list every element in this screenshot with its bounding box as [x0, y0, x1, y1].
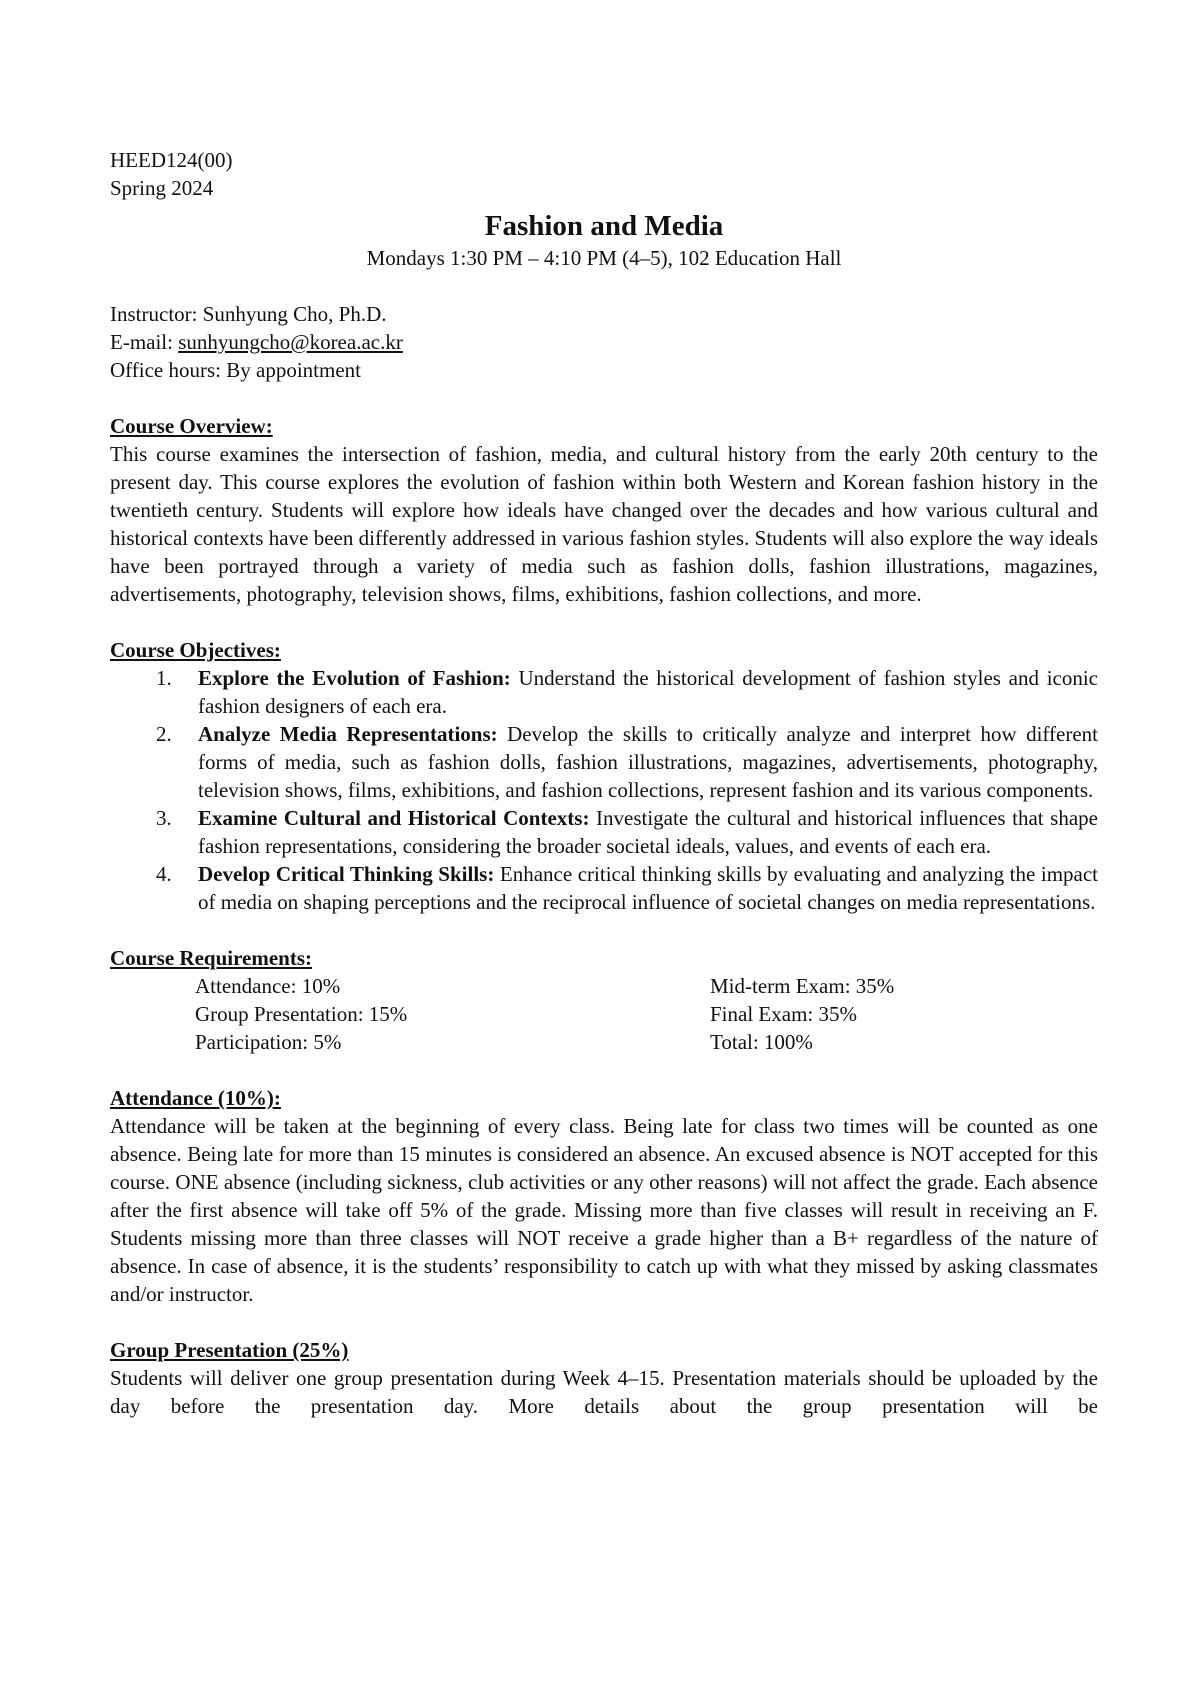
email-line — [110, 328, 1098, 356]
list-number: 4. — [156, 862, 172, 886]
schedule: Mondays 1:30 PM – 4:10 PM (4–5), 102 Education Hall — [366, 246, 842, 270]
term: Spring 2024 — [110, 176, 214, 200]
spacer — [110, 916, 1098, 944]
requirement-item: Attendance: 10% — [195, 974, 341, 998]
attendance-heading: Attendance (10%): — [110, 1086, 281, 1110]
office-hours: Office hours: By appointment — [110, 358, 361, 382]
requirements-table — [110, 972, 1098, 1056]
spacer — [110, 272, 1098, 300]
page-title: Fashion and Media — [484, 210, 724, 242]
requirement-item: Final Exam: 35% — [710, 1002, 857, 1026]
spacer — [110, 1056, 1098, 1084]
list-item — [110, 860, 1098, 916]
requirements-heading: Course Requirements: — [110, 946, 313, 970]
group-presentation-text: Students will deliver one group presentation during Week 4–15. Presentation materials should be uploaded by the day before the presentation day. More details about the group presentation will be — [110, 1366, 1098, 1418]
syllabus-page — [110, 146, 1098, 1420]
overview-text: This course examines the intersection of fashion, media, and cultural history from the early 20th century to the present day. This course explores the evolution of fashion within both Western and Korean fashion history in the twentieth century. Students will explore how ideals have changed over the decades and how various cultural and historical contexts have been differently addressed in various fashion styles. Students will also explore the way ideals have been portrayed through a variety of media such as fashion dolls, fashion illustrations, magazines, advertisements, photography, television shows, films, exhibitions, fashion collections, and more. — [110, 442, 1098, 606]
spacer — [110, 608, 1098, 636]
overview-heading: Course Overview: — [110, 414, 273, 438]
requirement-item: Group Presentation: 15% — [195, 1002, 408, 1026]
objective-title: Analyze Media Representations: — [198, 722, 498, 746]
course-code: HEED124(00) — [110, 148, 233, 172]
spacer — [110, 1308, 1098, 1336]
objective-title: Examine Cultural and Historical Contexts: — [198, 806, 590, 830]
objective-text: Develop the skills to critically analyze and interpret how different forms of media, such as fashion dolls, fashion illustrations, magazines, advertisements, photography, television shows, films, exhibitions, and fashion collections, represent fashion and its various components. — [198, 722, 1098, 802]
list-number: 2. — [156, 722, 172, 746]
list-item — [110, 804, 1098, 860]
spacer — [110, 384, 1098, 412]
group-presentation-heading: Group Presentation (25%) — [110, 1338, 349, 1362]
objectives-list — [110, 664, 1098, 916]
objectives-heading: Course Objectives: — [110, 638, 281, 662]
email-link[interactable]: sunhyungcho@korea.ac.kr — [178, 330, 403, 354]
objective-text: Enhance critical thinking skills by evaluating and analyzing the impact of media on shaping perceptions and the reciprocal influence of societal changes on media representations. — [198, 862, 1098, 914]
objective-title: Explore the Evolution of Fashion: — [198, 666, 511, 690]
list-item — [110, 664, 1098, 720]
requirement-item: Participation: 5% — [195, 1030, 342, 1054]
objective-text: Investigate the cultural and historical influences that shape fashion representations, considering the broader societal ideals, values, and events of each era. — [198, 806, 1098, 858]
attendance-text: Attendance will be taken at the beginning of every class. Being late for class two times will be counted as one absence. Being late for more than 15 minutes is considered an absence. An excused absence is NOT accepted for this course. ONE absence (including sickness, club activities or any other reasons) will not affect the grade. Each absence after the first absence will take off 5% of the grade. Missing more than five classes will result in receiving an F. Students missing more than three classes will NOT receive a grade higher than a B+ regardless of the nature of absence. In case of absence, it is the students’ responsibility to catch up with what they missed by asking classmates and/or instructor. — [110, 1114, 1098, 1306]
requirement-item: Mid-term Exam: 35% — [710, 974, 895, 998]
objective-text: Understand the historical development of fashion styles and iconic fashion designers of each era. — [198, 666, 1099, 718]
requirement-item: Total: 100% — [710, 1030, 813, 1054]
objective-title: Develop Critical Thinking Skills: — [198, 862, 495, 886]
list-number: 1. — [156, 666, 172, 690]
list-item — [110, 720, 1098, 804]
email-label: E-mail: — [110, 330, 179, 354]
instructor-name: Instructor: Sunhyung Cho, Ph.D. — [110, 302, 387, 326]
list-number: 3. — [156, 806, 172, 830]
